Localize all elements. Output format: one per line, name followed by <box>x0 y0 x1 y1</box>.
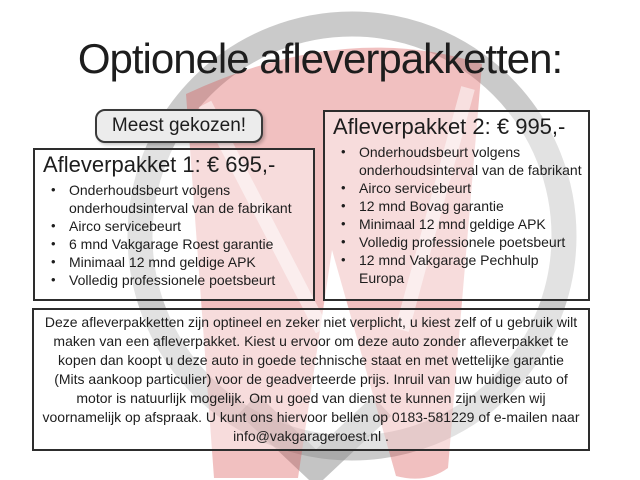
package-2-list <box>333 143 582 287</box>
package-item: • Minimaal 12 mnd geldige APK <box>333 215 582 233</box>
package-item: • 12 mnd Bovag garantie <box>333 197 582 215</box>
package-item: • Airco servicebeurt <box>333 179 582 197</box>
package-1-list <box>43 181 307 289</box>
package-2-box <box>323 110 590 301</box>
package-item: • 6 mnd Vakgarage Roest garantie <box>43 235 307 253</box>
disclaimer-box <box>32 308 590 451</box>
most-chosen-badge <box>95 109 263 143</box>
package-item: • Volledig professionele poetsbeurt <box>43 271 307 289</box>
package-item: • Onderhoudsbeurt volgens onderhoudsinterval van de fabrikant <box>43 181 307 217</box>
package-item: • Onderhoudsbeurt volgens onderhoudsinterval van de fabrikant <box>333 143 582 179</box>
package-2-title: Afleverpakket 2: € 995,- <box>333 114 566 139</box>
package-item: • Minimaal 12 mnd geldige APK <box>43 253 307 271</box>
disclaimer-text: Deze afleverpakketten zijn optineel en zeker niet verplicht, u kiest zelf of u gebruik wilt maken van een afleverpakket. Kiest u ervoor om deze auto zonder afleverpakket te kopen dan koopt u deze auto in goede technische staat en met wettelijke garantie (Mits aankoop particulier) voor de geadverteerde prijs. Inruil van uw huidige auto of motor is natuurlijk mogelijk. Om u goed van dienst te kunnen zijn werken wij voornamelijk op afspraak. U kunt ons hiervoor bellen op 0183-581229 of e-mailen naar info@vakgarageroest.nl . <box>42 314 580 444</box>
most-chosen-badge-label: Meest gekozen! <box>111 115 247 136</box>
package-1-box <box>33 148 315 301</box>
package-item: • Airco servicebeurt <box>43 217 307 235</box>
page-title: Optionele afleverpakketten: <box>77 35 563 82</box>
package-item: • 12 mnd Vakgarage Pechhulp Europa <box>333 251 582 287</box>
package-item: • Volledig professionele poetsbeurt <box>333 233 582 251</box>
package-1-title: Afleverpakket 1: € 695,- <box>43 152 276 177</box>
